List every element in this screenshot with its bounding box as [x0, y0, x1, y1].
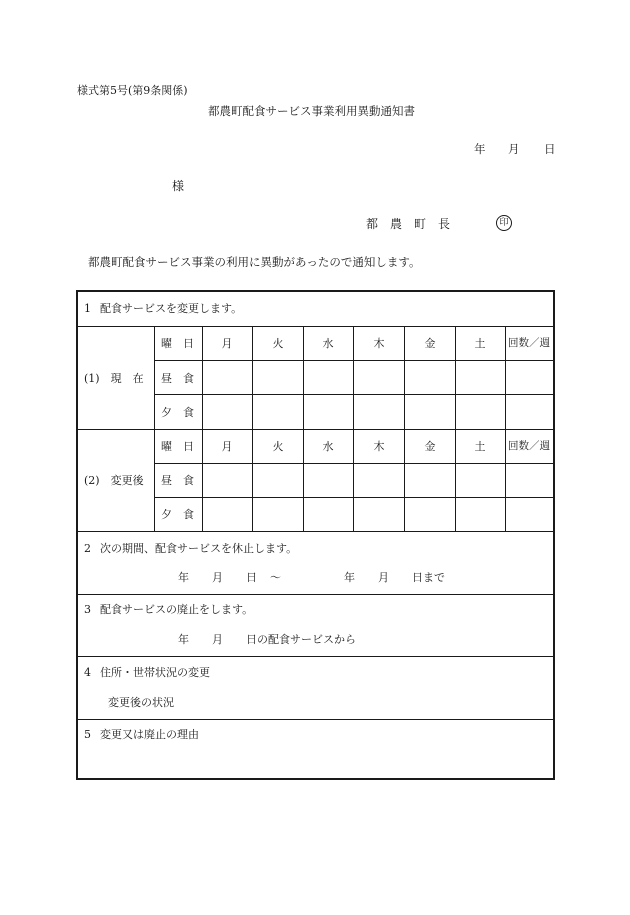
column-divider — [455, 326, 456, 531]
suspend-to-month: 月 — [378, 571, 389, 584]
document-title: 都農町配食サービス事業利用異動通知書 — [208, 104, 415, 118]
per-week-header: 回数／週 — [508, 337, 550, 349]
day-tue: 火 — [272, 337, 284, 350]
day-fri: 金 — [424, 440, 436, 453]
day-fri: 金 — [424, 337, 436, 350]
suspend-to-year: 年 — [344, 571, 355, 584]
row-divider — [154, 360, 555, 361]
per-week-header: 回数／週 — [508, 440, 550, 452]
section-1-number: 1 — [84, 302, 91, 315]
section-3-title: 配食サービスの廃止をします。 — [100, 603, 254, 616]
dinner-label: 夕 食 — [161, 508, 194, 521]
seal-mark: 印 — [496, 215, 512, 231]
section-divider — [76, 531, 555, 532]
weekday-header-label: 曜 日 — [161, 440, 194, 453]
issuer-char: 都 — [366, 217, 379, 231]
section-5-title: 変更又は廃止の理由 — [100, 728, 199, 741]
day-tue: 火 — [272, 440, 284, 453]
abolish-year: 年 — [178, 633, 189, 646]
column-divider — [252, 326, 253, 531]
date-year-label: 年 — [474, 142, 486, 156]
current-label: (1) 現 在 — [84, 372, 144, 385]
column-divider — [154, 326, 155, 531]
weekday-header-label: 曜 日 — [161, 337, 194, 350]
day-thu: 木 — [373, 337, 385, 350]
day-sat: 土 — [474, 440, 486, 453]
section-2-title: 次の期間、配食サービスを休止します。 — [100, 542, 298, 555]
day-wed: 水 — [322, 337, 334, 350]
suspend-from-day: 日 — [246, 571, 257, 584]
day-sat: 土 — [474, 337, 486, 350]
suspend-tilde: ～ — [270, 571, 281, 584]
day-wed: 水 — [322, 440, 334, 453]
suspend-to-day: 日まで — [412, 571, 445, 584]
section-divider — [76, 656, 555, 657]
day-mon: 月 — [221, 440, 233, 453]
issuer-title — [366, 218, 462, 230]
section-1-title: 配食サービスを変更します。 — [100, 302, 243, 315]
lunch-label: 昼 食 — [161, 474, 194, 487]
suspend-from-month: 月 — [212, 571, 223, 584]
date-month-label: 月 — [508, 142, 520, 156]
suspend-from-year: 年 — [178, 571, 189, 584]
abolish-month: 月 — [212, 633, 223, 646]
row-divider — [76, 326, 555, 327]
date-day-label: 日 — [544, 142, 556, 156]
section-4-subtitle: 変更後の状況 — [108, 696, 174, 709]
column-divider — [505, 326, 506, 531]
after-change-label: (2) 変更後 — [84, 474, 144, 487]
issuer-char: 農 — [390, 217, 403, 231]
day-thu: 木 — [373, 440, 385, 453]
lunch-label: 昼 食 — [161, 372, 194, 385]
row-divider — [154, 463, 555, 464]
section-4-number: 4 — [84, 666, 91, 679]
row-divider — [154, 394, 555, 395]
section-2-number: 2 — [84, 542, 91, 555]
form-number: 様式第5号(第9条関係) — [77, 84, 188, 97]
abolish-day: 日の配食サービスから — [246, 633, 356, 646]
section-4-title: 住所・世帯状況の変更 — [100, 666, 210, 679]
issuer-char: 長 — [438, 217, 451, 231]
intro-text: 都農町配食サービス事業の利用に異動があったので通知します。 — [88, 255, 421, 269]
section-3-number: 3 — [84, 603, 91, 616]
dinner-label: 夕 食 — [161, 406, 194, 419]
day-mon: 月 — [221, 337, 233, 350]
addressee-suffix: 様 — [172, 179, 185, 193]
row-divider — [76, 429, 555, 430]
column-divider — [202, 326, 203, 531]
column-divider — [404, 326, 405, 531]
column-divider — [303, 326, 304, 531]
section-divider — [76, 594, 555, 595]
section-5-number: 5 — [84, 728, 91, 741]
section-divider — [76, 719, 555, 720]
issuer-char: 町 — [414, 217, 427, 231]
column-divider — [353, 326, 354, 531]
row-divider — [154, 497, 555, 498]
